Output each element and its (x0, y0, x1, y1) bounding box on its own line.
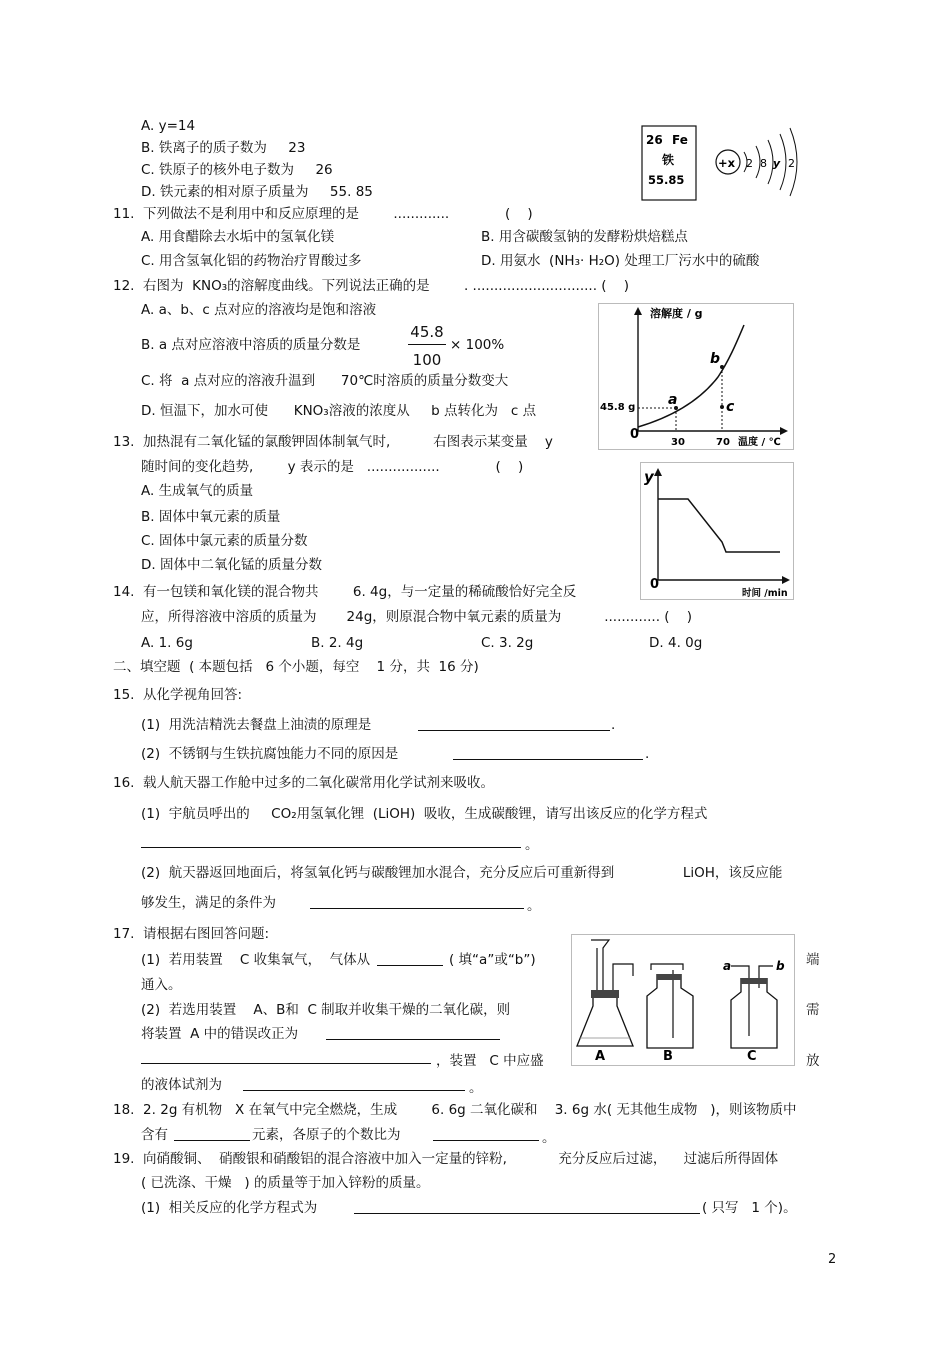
q10-option-d: D. 铁元素的相对原子质量为 55. 85 (141, 184, 373, 200)
q17-part1-right: 端 (806, 952, 820, 968)
q14-option-c: C. 3. 2g (481, 635, 534, 651)
q13-option-d: D. 固体中二氧化锰的质量分数 (141, 557, 322, 573)
point-c-label: c (726, 399, 735, 415)
q15-part2: (2) 不锈钢与生铁抗腐蚀能力不同的原因是 (141, 746, 399, 762)
q16-part1-period: 。 (525, 837, 539, 853)
q11-option-a: A. 用食醋除去水垢中的氢氧化镁 (141, 229, 335, 245)
q17-blank-4[interactable] (243, 1076, 465, 1091)
q13-stem-line2: 随时间的变化趋势, y 表示的是 ................. ( ) (141, 459, 524, 475)
chart-x-label: 温度 / ℃ (738, 437, 781, 448)
y-curve (658, 499, 780, 552)
q19-line2: ( 已洗涤、干燥 ) 的质量等于加入锌粉的质量。 (141, 1175, 430, 1191)
fe-atomic-number: 26 (646, 133, 663, 147)
shell-2-count: 8 (760, 157, 767, 170)
q16-blank-1[interactable] (141, 833, 521, 848)
q17-part2-line3-right: 放 (806, 1053, 820, 1069)
point-a-label: a (668, 392, 678, 408)
q15-part1-dot: . (611, 717, 616, 733)
q16-part2-line1: (2) 航天器返回地面后，将氢氧化钙与碳酸锂加水混合，充分反应后可重新得到 LiOH，该反应能 (141, 865, 783, 881)
kno3-solubility-chart (598, 303, 794, 450)
q12-stem: 12. 右图为 KNO₃的溶解度曲线。下列说法正确的是 . ............................. ( ) (113, 278, 629, 294)
q16-part2-line2: 够发生，满足的条件为 (141, 895, 276, 911)
q19-blank-1[interactable] (354, 1199, 700, 1214)
q17-part2-line2: 将装置 A 中的错误改正为 (141, 1026, 299, 1042)
shell-4-count: 2 (788, 157, 795, 170)
fraction-bar (408, 344, 446, 345)
fraction-numerator: 45.8 (410, 323, 444, 341)
y-vs-time-chart (640, 462, 794, 600)
fe-symbol: Fe (672, 133, 688, 147)
q16-part1: (1) 宇航员呼出的 CO₂用氢氧化锂 (LiOH) 吸收，生成碳酸锂，请写出该反应的化学方程式 (141, 806, 708, 822)
q17-part2-line4: 的液体试剂为 (141, 1077, 222, 1093)
q18-line2-a: 含有 (141, 1127, 168, 1143)
point-c (720, 405, 724, 409)
q10-option-c: C. 铁原子的核外电子数为 26 (141, 162, 333, 178)
label-a: A (595, 1049, 606, 1064)
chart-y-tick: 45.8 g (600, 402, 636, 413)
shell-1-count: 2 (746, 157, 753, 170)
q13-option-b: B. 固体中氧元素的质量 (141, 509, 281, 525)
q11-option-d: D. 用氨水 (NH₃· H₂O) 处理工厂污水中的硫酸 (481, 253, 760, 269)
q11-option-c: C. 用含氢氧化铝的药物治疗胃酸过多 (141, 253, 362, 269)
fraction-tail: × 100% (450, 337, 505, 353)
q17-blank-2[interactable] (326, 1025, 500, 1040)
chart-x-tick-70: 70 (716, 437, 730, 448)
q17-stem: 17. 请根据右图回答问题: (113, 926, 270, 942)
q13-option-a: A. 生成氧气的质量 (141, 483, 254, 499)
q15-blank-2[interactable] (453, 745, 643, 760)
q12-option-c: C. 将 a 点对应的溶液升温到 70℃时溶质的质量分数变大 (141, 373, 509, 389)
q12-option-b: B. a 点对应溶液中溶质的质量分数是 (141, 337, 361, 353)
q19-part1-tail: ( 只写 1 个)。 (702, 1200, 797, 1216)
q15-part2-dot: . (645, 746, 650, 762)
section-heading: 二、填空题 ( 本题包括 6 个小题，每空 1 分，共 16 分) (113, 659, 479, 675)
label-c: C (747, 1049, 757, 1064)
q11-stem: 11. 下列做法不是利用中和反应原理的是 ............. ( ) (113, 206, 533, 222)
apparatus-c (723, 959, 785, 1064)
fraction-denominator: 100 (412, 351, 442, 369)
chart-origin: 0 (630, 427, 640, 442)
q17-part2-right: 需 (806, 1002, 820, 1018)
q19-part1: (1) 相关反应的化学方程式为 (141, 1200, 318, 1216)
port-a-label: a (723, 959, 732, 973)
time-axis-label: 时间 /min (742, 588, 788, 599)
port-b-label: b (776, 959, 785, 973)
q17-part2: (2) 若选用装置 A、B和 C 制取并收集干燥的二氧化碳，则 (141, 1002, 511, 1018)
y-chart-origin: 0 (650, 577, 660, 592)
nucleus-charge: +x (718, 156, 736, 170)
q12-option-a: A. a、b、c 点对应的溶液均是饱和溶液 (141, 302, 377, 318)
label-b: B (663, 1049, 673, 1064)
q10-option-a: A. y=14 (141, 118, 196, 134)
point-b (720, 365, 724, 369)
y-axis-label: y (644, 468, 654, 486)
q16-blank-2[interactable] (310, 894, 524, 909)
apparatus-figure (571, 934, 795, 1066)
q18-blank-2[interactable] (433, 1126, 539, 1141)
q14-option-d: D. 4. 0g (649, 635, 703, 651)
q13-stem-line1: 13. 加热混有二氧化锰的氯酸钾固体制氧气时, 右图表示某变量 y (113, 434, 553, 450)
q18-blank-1[interactable] (174, 1126, 250, 1141)
q18-line2-b: 元素，各原子的个数比为 (252, 1127, 401, 1143)
q18-line1: 18. 2. 2g 有机物 X 在氧气中完全燃烧，生成 6. 6g 二氧化碳和 3. 6g 水( 无其他生成物 )，则该物质中 (113, 1102, 797, 1118)
q14-option-a: A. 1. 6g (141, 635, 193, 651)
q12-option-d: D. 恒温下，加水可使 KNO₃溶液的浓度从 b 点转化为 c 点 (141, 403, 537, 419)
q19-line1: 19. 向硝酸铜、 硝酸银和硝酸铝的混合溶液中加入一定量的锌粉, 充分反应后过滤， 过滤后所得固体 (113, 1151, 779, 1167)
q11-option-b: B. 用含碳酸氢钠的发酵粉烘焙糕点 (481, 229, 688, 245)
chart-x-tick-30: 30 (671, 437, 685, 448)
chart-y-label: 溶解度 / g (650, 307, 703, 320)
q15-part1: (1) 用洗洁精洗去餐盘上油渍的原理是 (141, 717, 372, 733)
q14-line1: 14. 有一包镁和氧化镁的混合物共 6. 4g，与一定量的稀硫酸恰好完全反 (113, 584, 577, 600)
q17-period: 。 (469, 1080, 483, 1096)
q15-stem: 15. 从化学视角回答: (113, 687, 243, 703)
page-number: 2 (828, 1252, 837, 1267)
fe-mass: 55.85 (648, 173, 685, 187)
q17-part1: (1) 若用装置 C 收集氧气， 气体从 (141, 952, 371, 968)
q14-line2: 应，所得溶液中溶质的质量为 24g，则原混合物中氧元素的质量为 ............. ( ) (141, 609, 692, 625)
q17-part2-line3: ，装置 C 中应盛 (436, 1053, 544, 1069)
q13-option-c: C. 固体中氯元素的质量分数 (141, 533, 308, 549)
q17-blank-1[interactable] (377, 951, 443, 966)
iron-element-figure (640, 124, 802, 204)
apparatus-a (577, 940, 633, 1064)
fe-name: 铁 (662, 153, 675, 167)
q18-period: 。 (542, 1130, 556, 1146)
apparatus-b (647, 964, 693, 1064)
q16-part2-period: 。 (527, 898, 541, 914)
q17-blank-3[interactable] (141, 1049, 431, 1064)
point-b-label: b (710, 351, 721, 367)
q16-stem: 16. 载人航天器工作舱中过多的二氧化碳常用化学试剂来吸收。 (113, 775, 495, 791)
q17-part1-end: 通入。 (141, 977, 182, 993)
q10-option-b: B. 铁离子的质子数为 23 (141, 140, 306, 156)
shell-3-count: y (773, 157, 781, 170)
q14-option-b: B. 2. 4g (311, 635, 364, 651)
q17-part1-hint: ( 填“a”或“b”) (449, 952, 536, 968)
q15-blank-1[interactable] (418, 716, 610, 731)
